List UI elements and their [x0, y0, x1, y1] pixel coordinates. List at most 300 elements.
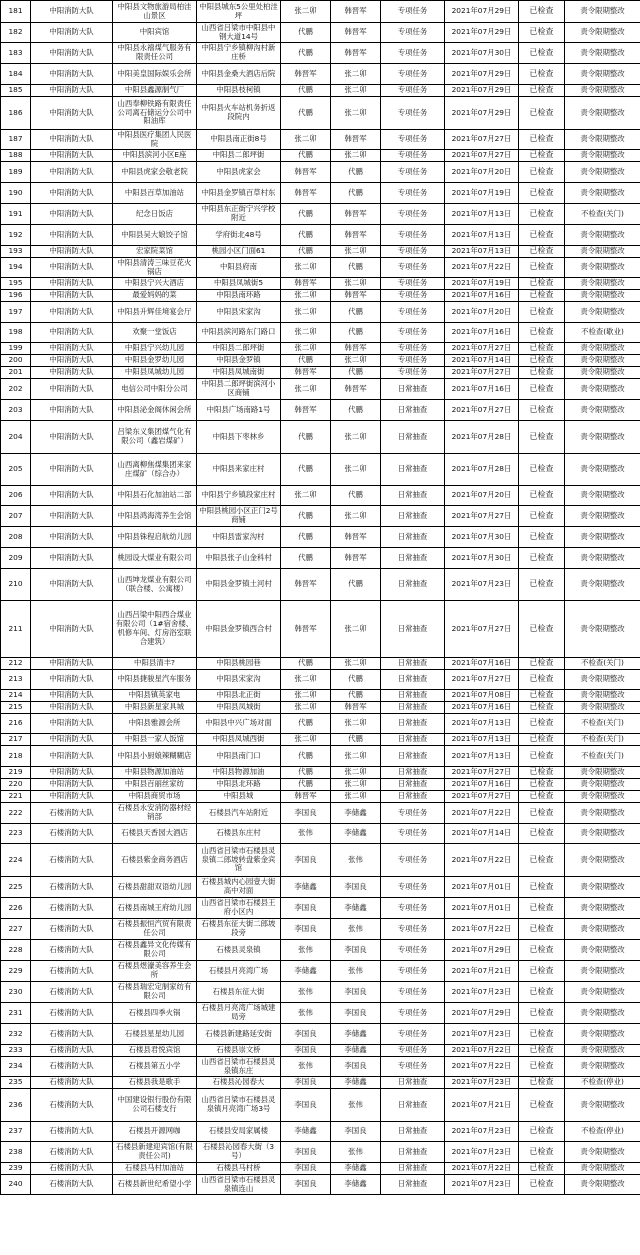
task-type-cell: 专项任务 — [381, 961, 445, 982]
address-cell: 石楼县汽车站附近 — [197, 803, 281, 824]
task-type-cell: 专项任务 — [381, 64, 445, 85]
address-cell: 山西省吕梁市中阳县中钢大道14号 — [197, 23, 281, 43]
inspector-2-cell: 李国良 — [331, 1003, 381, 1024]
row-number-cell: 209 — [1, 548, 31, 569]
table-row — [1, 734, 640, 746]
inspection-date-cell: 2021年07月08日 — [445, 690, 519, 702]
task-type-cell: 专项任务 — [381, 982, 445, 1003]
inspection-date-cell: 2021年07月29日 — [445, 1003, 519, 1024]
inspection-date-cell: 2021年07月30日 — [445, 43, 519, 64]
inspection-result-cell: 责令限期整改 — [565, 803, 640, 824]
table-row — [1, 1122, 640, 1142]
inspection-date-cell: 2021年07月23日 — [445, 1142, 519, 1163]
inspector-1-cell: 代鹏 — [281, 225, 331, 246]
address-cell: 中阳县虎家会 — [197, 162, 281, 183]
table-row — [1, 343, 640, 355]
task-type-cell: 日常抽查 — [381, 779, 445, 791]
inspection-date-cell: 2021年07月27日 — [445, 400, 519, 421]
inspection-status-cell: 已检查 — [519, 569, 565, 601]
address-cell: 中阳县桃园小区正门2号商铺 — [197, 506, 281, 527]
table-row — [1, 658, 640, 670]
inspected-unit-name-cell: 最爱妈妈的菜 — [113, 290, 197, 302]
inspection-status-cell: 已检查 — [519, 421, 565, 454]
address-cell: 中阳县城东5公里处柏洼坪 — [197, 1, 281, 23]
address-cell: 中阳县宁乡镇段家庄村 — [197, 486, 281, 506]
inspector-1-cell: 代鹏 — [281, 767, 331, 779]
task-type-cell: 专项任务 — [381, 355, 445, 367]
inspection-date-cell: 2021年07月29日 — [445, 23, 519, 43]
inspector-2-cell: 李储鑫 — [331, 1163, 381, 1175]
address-cell: 中阳县滨河路东门路口 — [197, 323, 281, 343]
fire-brigade-unit-cell: 中阳消防大队 — [31, 323, 113, 343]
row-number-cell: 203 — [1, 400, 31, 421]
fire-brigade-unit-cell: 中阳消防大队 — [31, 734, 113, 746]
inspector-1-cell: 李国良 — [281, 1163, 331, 1175]
row-number-cell: 197 — [1, 302, 31, 323]
inspector-1-cell: 张二卯 — [281, 130, 331, 150]
inspection-status-cell: 已检查 — [519, 919, 565, 940]
inspector-1-cell: 代鹏 — [281, 714, 331, 734]
task-type-cell: 日常抽查 — [381, 1163, 445, 1175]
row-number-cell: 200 — [1, 355, 31, 367]
task-type-cell: 专项任务 — [381, 302, 445, 323]
address-cell: 石楼县马村桥 — [197, 1163, 281, 1175]
row-number-cell: 183 — [1, 43, 31, 64]
inspection-status-cell: 已检查 — [519, 601, 565, 658]
inspector-2-cell: 代鹏 — [331, 690, 381, 702]
task-type-cell: 日常抽查 — [381, 734, 445, 746]
inspection-date-cell: 2021年07月27日 — [445, 130, 519, 150]
inspection-status-cell: 已检查 — [519, 940, 565, 961]
inspection-status-cell: 已检查 — [519, 746, 565, 767]
inspector-2-cell: 张二卯 — [331, 97, 381, 130]
inspection-status-cell: 已检查 — [519, 85, 565, 97]
address-cell: 石楼县月亮湾广场 — [197, 961, 281, 982]
inspector-1-cell: 李储鑫 — [281, 1122, 331, 1142]
inspector-2-cell: 代鹏 — [331, 569, 381, 601]
table-row — [1, 791, 640, 803]
inspected-unit-name-cell: 宏家院菜馆 — [113, 246, 197, 258]
fire-brigade-unit-cell: 石楼消防大队 — [31, 1024, 113, 1045]
inspection-status-cell: 已检查 — [519, 278, 565, 290]
table-row — [1, 548, 640, 569]
inspection-result-cell: 责令限期整改 — [565, 183, 640, 204]
row-number-cell: 226 — [1, 898, 31, 919]
inspected-unit-name-cell: 中阳美皇国际娱乐会所 — [113, 64, 197, 85]
table-row — [1, 43, 640, 64]
inspection-date-cell: 2021年07月01日 — [445, 877, 519, 898]
inspection-result-cell: 责令限期整改 — [565, 43, 640, 64]
inspector-1-cell: 代鹏 — [281, 506, 331, 527]
table-row — [1, 824, 640, 844]
table-row — [1, 1045, 640, 1057]
inspection-date-cell: 2021年07月27日 — [445, 506, 519, 527]
fire-brigade-unit-cell: 石楼消防大队 — [31, 898, 113, 919]
inspection-status-cell: 已检查 — [519, 162, 565, 183]
task-type-cell: 专项任务 — [381, 183, 445, 204]
inspected-unit-name-cell: 电信公司中阳分公司 — [113, 379, 197, 400]
row-number-cell: 227 — [1, 919, 31, 940]
table-row — [1, 961, 640, 982]
inspected-unit-name-cell: 中阳宾馆 — [113, 23, 197, 43]
inspector-1-cell: 代鹏 — [281, 246, 331, 258]
fire-brigade-unit-cell: 中阳消防大队 — [31, 150, 113, 162]
task-type-cell: 专项任务 — [381, 323, 445, 343]
table-row — [1, 1175, 640, 1195]
address-cell: 中阳县城 — [197, 791, 281, 803]
inspection-status-cell: 已检查 — [519, 1045, 565, 1057]
inspector-1-cell: 韩晋军 — [281, 601, 331, 658]
inspected-unit-name-cell: 中阳县物源加油站 — [113, 767, 197, 779]
inspector-1-cell: 李国良 — [281, 844, 331, 877]
inspected-unit-name-cell: 中阳县泌金阁休闲会所 — [113, 400, 197, 421]
inspector-2-cell: 代鹏 — [331, 302, 381, 323]
task-type-cell: 专项任务 — [381, 225, 445, 246]
inspection-date-cell: 2021年07月13日 — [445, 204, 519, 225]
fire-brigade-unit-cell: 中阳消防大队 — [31, 548, 113, 569]
inspection-result-cell: 责令限期整改 — [565, 454, 640, 486]
task-type-cell: 日常抽查 — [381, 454, 445, 486]
inspection-result-cell: 责令限期整改 — [565, 767, 640, 779]
inspection-result-cell: 责令限期整改 — [565, 779, 640, 791]
task-type-cell: 日常抽查 — [381, 400, 445, 421]
inspection-result-cell: 责令限期整改 — [565, 961, 640, 982]
inspected-unit-name-cell: 中阳县凤城幼儿园 — [113, 367, 197, 379]
inspector-1-cell: 韩晋军 — [281, 183, 331, 204]
inspected-unit-name-cell: 石楼县新世纪希望小学 — [113, 1175, 197, 1195]
inspected-unit-name-cell: 中阳县新星家具城 — [113, 702, 197, 714]
inspector-1-cell: 张伟 — [281, 824, 331, 844]
inspection-result-cell: 责令限期整改 — [565, 1089, 640, 1122]
address-cell: 石楼县东征大街二郎坡段旁 — [197, 919, 281, 940]
fire-brigade-unit-cell: 石楼消防大队 — [31, 1142, 113, 1163]
address-cell: 中阳县二郎坪街滨河小区商铺 — [197, 379, 281, 400]
inspected-unit-name-cell: 中阳县石化加油站二部 — [113, 486, 197, 506]
row-number-cell: 184 — [1, 64, 31, 85]
inspection-status-cell: 已检查 — [519, 1024, 565, 1045]
inspected-unit-name-cell: 中阳县医疗集团人民医院 — [113, 130, 197, 150]
inspection-status-cell: 已检查 — [519, 734, 565, 746]
inspection-status-cell: 已检查 — [519, 506, 565, 527]
inspection-date-cell: 2021年07月13日 — [445, 246, 519, 258]
inspected-unit-name-cell: 石楼县第五小学 — [113, 1057, 197, 1077]
inspector-2-cell: 代鹏 — [331, 734, 381, 746]
inspector-1-cell: 韩晋军 — [281, 791, 331, 803]
inspection-result-cell: 责令限期整改 — [565, 601, 640, 658]
task-type-cell: 专项任务 — [381, 1003, 445, 1024]
row-number-cell: 211 — [1, 601, 31, 658]
task-type-cell: 日常抽查 — [381, 714, 445, 734]
table-row — [1, 162, 640, 183]
inspection-date-cell: 2021年07月16日 — [445, 658, 519, 670]
fire-brigade-unit-cell: 中阳消防大队 — [31, 43, 113, 64]
table-row — [1, 258, 640, 278]
address-cell: 中阳县南门口 — [197, 746, 281, 767]
task-type-cell: 日常抽查 — [381, 746, 445, 767]
inspection-date-cell: 2021年07月20日 — [445, 162, 519, 183]
inspection-date-cell: 2021年07月14日 — [445, 824, 519, 844]
row-number-cell: 205 — [1, 454, 31, 486]
inspector-2-cell: 韩晋军 — [331, 548, 381, 569]
row-number-cell: 213 — [1, 670, 31, 690]
address-cell: 中阳县南环路 — [197, 290, 281, 302]
inspection-status-cell: 已检查 — [519, 454, 565, 486]
inspection-result-cell: 责令限期整改 — [565, 1, 640, 23]
inspection-status-cell: 已检查 — [519, 355, 565, 367]
fire-brigade-unit-cell: 中阳消防大队 — [31, 85, 113, 97]
inspection-result-cell: 责令限期整改 — [565, 940, 640, 961]
fire-brigade-unit-cell: 石楼消防大队 — [31, 940, 113, 961]
inspection-result-cell: 责令限期整改 — [565, 702, 640, 714]
row-number-cell: 217 — [1, 734, 31, 746]
inspection-date-cell: 2021年07月23日 — [445, 1077, 519, 1089]
inspection-date-cell: 2021年07月29日 — [445, 97, 519, 130]
inspector-1-cell: 李国良 — [281, 1077, 331, 1089]
inspector-1-cell: 李国良 — [281, 1142, 331, 1163]
address-cell: 中阳县下枣林乡 — [197, 421, 281, 454]
inspection-date-cell: 2021年07月13日 — [445, 714, 519, 734]
inspection-result-cell: 责令限期整改 — [565, 982, 640, 1003]
inspection-result-cell: 责令限期整改 — [565, 1163, 640, 1175]
row-number-cell: 186 — [1, 97, 31, 130]
inspection-result-cell: 责令限期整改 — [565, 527, 640, 548]
row-number-cell: 185 — [1, 85, 31, 97]
inspection-result-cell: 责令限期整改 — [565, 64, 640, 85]
inspection-status-cell: 已检查 — [519, 982, 565, 1003]
row-number-cell: 212 — [1, 658, 31, 670]
inspection-status-cell: 已检查 — [519, 1077, 565, 1089]
address-cell: 石楼县东征大街 — [197, 982, 281, 1003]
inspection-date-cell: 2021年07月27日 — [445, 791, 519, 803]
row-number-cell: 196 — [1, 290, 31, 302]
inspector-2-cell: 张伟 — [331, 844, 381, 877]
inspection-status-cell: 已检查 — [519, 1057, 565, 1077]
fire-brigade-unit-cell: 中阳消防大队 — [31, 658, 113, 670]
address-cell: 学府街北48号 — [197, 225, 281, 246]
inspector-1-cell: 张伟 — [281, 1003, 331, 1024]
table-row — [1, 569, 640, 601]
inspection-date-cell: 2021年07月23日 — [445, 982, 519, 1003]
inspector-2-cell: 韩晋军 — [331, 527, 381, 548]
address-cell: 石楼县沁园春大 — [197, 1077, 281, 1089]
inspected-unit-name-cell: 中阳县宁兴幼儿园 — [113, 343, 197, 355]
inspector-2-cell: 张二卯 — [331, 421, 381, 454]
inspection-result-cell: 责令限期整改 — [565, 162, 640, 183]
inspection-result-cell: 责令限期整改 — [565, 130, 640, 150]
inspected-unit-name-cell: 山西坤龙煤业有限公司（联合楼、公寓楼） — [113, 569, 197, 601]
fire-brigade-unit-cell: 中阳消防大队 — [31, 343, 113, 355]
inspector-2-cell: 张二卯 — [331, 355, 381, 367]
task-type-cell: 专项任务 — [381, 246, 445, 258]
inspector-1-cell: 张二卯 — [281, 290, 331, 302]
fire-brigade-unit-cell: 石楼消防大队 — [31, 1175, 113, 1195]
inspector-1-cell: 张二卯 — [281, 379, 331, 400]
address-cell: 中阳县物源加油 — [197, 767, 281, 779]
inspector-2-cell: 张伟 — [331, 961, 381, 982]
task-type-cell: 日常抽查 — [381, 569, 445, 601]
row-number-cell: 229 — [1, 961, 31, 982]
fire-brigade-unit-cell: 中阳消防大队 — [31, 569, 113, 601]
task-type-cell: 日常抽查 — [381, 690, 445, 702]
table-row — [1, 803, 640, 824]
inspector-2-cell: 代鹏 — [331, 258, 381, 278]
inspection-result-cell: 责令限期整改 — [565, 690, 640, 702]
table-row — [1, 919, 640, 940]
fire-brigade-unit-cell: 石楼消防大队 — [31, 1122, 113, 1142]
inspection-status-cell: 已检查 — [519, 714, 565, 734]
inspection-date-cell: 2021年07月28日 — [445, 421, 519, 454]
table-row — [1, 1142, 640, 1163]
inspector-2-cell: 李国良 — [331, 1057, 381, 1077]
inspection-result-cell: 责令限期整改 — [565, 343, 640, 355]
inspector-1-cell: 张伟 — [281, 940, 331, 961]
inspector-2-cell: 李储鑫 — [331, 898, 381, 919]
inspection-status-cell: 已检查 — [519, 343, 565, 355]
row-number-cell: 210 — [1, 569, 31, 601]
inspected-unit-name-cell: 中阳县虎家会敬老院 — [113, 162, 197, 183]
task-type-cell: 专项任务 — [381, 1045, 445, 1057]
inspected-unit-name-cell: 石楼县振恒汽贸有限责任公司 — [113, 919, 197, 940]
row-number-cell: 222 — [1, 803, 31, 824]
address-cell: 桃园小区门面61 — [197, 246, 281, 258]
inspected-unit-name-cell: 石楼县南城王府幼儿园 — [113, 898, 197, 919]
inspector-1-cell: 代鹏 — [281, 43, 331, 64]
fire-brigade-unit-cell: 中阳消防大队 — [31, 527, 113, 548]
inspection-date-cell: 2021年07月16日 — [445, 779, 519, 791]
inspected-unit-name-cell: 石楼县星星幼儿园 — [113, 1024, 197, 1045]
table-row — [1, 527, 640, 548]
inspection-status-cell: 已检查 — [519, 1175, 565, 1195]
inspection-date-cell: 2021年07月29日 — [445, 85, 519, 97]
inspector-2-cell: 张二卯 — [331, 506, 381, 527]
inspected-unit-name-cell: 石楼县瑞宏定制家纺有限公司 — [113, 982, 197, 1003]
inspection-status-cell: 已检查 — [519, 367, 565, 379]
address-cell: 中阳县中兴广场对面 — [197, 714, 281, 734]
inspector-1-cell: 张二卯 — [281, 690, 331, 702]
fire-brigade-unit-cell: 中阳消防大队 — [31, 290, 113, 302]
inspection-date-cell: 2021年07月30日 — [445, 548, 519, 569]
inspection-date-cell: 2021年07月27日 — [445, 343, 519, 355]
inspection-status-cell: 已检查 — [519, 898, 565, 919]
row-number-cell: 239 — [1, 1163, 31, 1175]
fire-brigade-unit-cell: 石楼消防大队 — [31, 877, 113, 898]
inspection-status-cell: 已检查 — [519, 791, 565, 803]
table-row — [1, 779, 640, 791]
inspection-date-cell: 2021年07月27日 — [445, 767, 519, 779]
row-number-cell: 221 — [1, 791, 31, 803]
inspector-1-cell: 张二卯 — [281, 702, 331, 714]
inspection-status-cell: 已检查 — [519, 670, 565, 690]
row-number-cell: 194 — [1, 258, 31, 278]
fire-brigade-unit-cell: 石楼消防大队 — [31, 1057, 113, 1077]
task-type-cell: 专项任务 — [381, 803, 445, 824]
fire-brigade-unit-cell: 中阳消防大队 — [31, 746, 113, 767]
row-number-cell: 188 — [1, 150, 31, 162]
inspection-status-cell: 已检查 — [519, 130, 565, 150]
table-row — [1, 302, 640, 323]
table-row — [1, 1, 640, 23]
task-type-cell: 日常抽查 — [381, 601, 445, 658]
address-cell: 中阳县金罗镇土河村 — [197, 569, 281, 601]
task-type-cell: 日常抽查 — [381, 379, 445, 400]
inspection-date-cell: 2021年07月27日 — [445, 367, 519, 379]
address-cell: 中阳县广场南路1号 — [197, 400, 281, 421]
inspection-status-cell: 已检查 — [519, 1089, 565, 1122]
task-type-cell: 日常抽查 — [381, 548, 445, 569]
inspector-2-cell: 代鹏 — [331, 367, 381, 379]
inspected-unit-name-cell: 中阳县吴大娘饺子馆 — [113, 225, 197, 246]
inspection-status-cell: 已检查 — [519, 690, 565, 702]
table-row — [1, 379, 640, 400]
task-type-cell: 专项任务 — [381, 898, 445, 919]
address-cell: 中阳县凤城街 — [197, 702, 281, 714]
address-cell: 石楼县崇文桥 — [197, 1045, 281, 1057]
fire-brigade-unit-cell: 中阳消防大队 — [31, 714, 113, 734]
table-row — [1, 702, 640, 714]
task-type-cell: 专项任务 — [381, 940, 445, 961]
inspection-date-cell: 2021年07月19日 — [445, 278, 519, 290]
address-cell: 山西省吕梁市石楼县灵泉镇连山 — [197, 1175, 281, 1195]
inspected-unit-name-cell: 石楼县鑫异文化传媒有限公司 — [113, 940, 197, 961]
inspector-1-cell: 韩晋军 — [281, 64, 331, 85]
inspector-1-cell: 代鹏 — [281, 85, 331, 97]
table-row — [1, 246, 640, 258]
inspector-1-cell: 李国良 — [281, 1024, 331, 1045]
table-row — [1, 898, 640, 919]
inspection-date-cell: 2021年07月22日 — [445, 258, 519, 278]
inspection-result-cell: 责令限期整改 — [565, 1024, 640, 1045]
task-type-cell: 专项任务 — [381, 1057, 445, 1077]
address-cell: 中阳县凤城西街 — [197, 734, 281, 746]
table-row — [1, 714, 640, 734]
inspection-status-cell: 已检查 — [519, 767, 565, 779]
inspected-unit-name-cell: 桃园设大煤业有限公司 — [113, 548, 197, 569]
row-number-cell: 187 — [1, 130, 31, 150]
inspection-status-cell: 已检查 — [519, 246, 565, 258]
task-type-cell: 专项任务 — [381, 824, 445, 844]
inspector-2-cell: 代鹏 — [331, 670, 381, 690]
inspection-date-cell: 2021年07月29日 — [445, 64, 519, 85]
task-type-cell: 日常抽查 — [381, 791, 445, 803]
inspector-1-cell: 张二卯 — [281, 343, 331, 355]
address-cell: 中阳县雷家沟村 — [197, 527, 281, 548]
address-cell: 中阳县桃园巷 — [197, 658, 281, 670]
inspector-2-cell: 韩晋军 — [331, 1, 381, 23]
inspection-status-cell: 已检查 — [519, 1, 565, 23]
row-number-cell: 216 — [1, 714, 31, 734]
inspected-unit-name-cell: 山西吕梁中阳西合煤业有限公司（1#宿舍楼、机修车间、灯房浴室联合建筑） — [113, 601, 197, 658]
inspected-unit-name-cell: 中阳县百草加油站 — [113, 183, 197, 204]
inspection-status-cell: 已检查 — [519, 204, 565, 225]
inspection-date-cell: 2021年07月23日 — [445, 1024, 519, 1045]
address-cell: 中阳县来家庄村 — [197, 454, 281, 486]
inspector-1-cell: 李国良 — [281, 1089, 331, 1122]
inspected-unit-name-cell: 中阳县清丰? — [113, 658, 197, 670]
inspector-1-cell: 代鹏 — [281, 746, 331, 767]
inspection-status-cell: 已检查 — [519, 824, 565, 844]
address-cell: 石楼县安局家属楼 — [197, 1122, 281, 1142]
inspection-result-cell: 责令限期整改 — [565, 290, 640, 302]
inspection-status-cell: 已检查 — [519, 290, 565, 302]
inspector-2-cell: 张二卯 — [331, 454, 381, 486]
table-row — [1, 323, 640, 343]
inspector-2-cell: 张二卯 — [331, 767, 381, 779]
inspection-result-cell: 责令限期整改 — [565, 421, 640, 454]
inspected-unit-name-cell: 中阳县商贸市场 — [113, 791, 197, 803]
inspected-unit-name-cell: 中阳县升辉佳境宴会厅 — [113, 302, 197, 323]
inspection-status-cell: 已检查 — [519, 1163, 565, 1175]
fire-brigade-unit-cell: 中阳消防大队 — [31, 767, 113, 779]
